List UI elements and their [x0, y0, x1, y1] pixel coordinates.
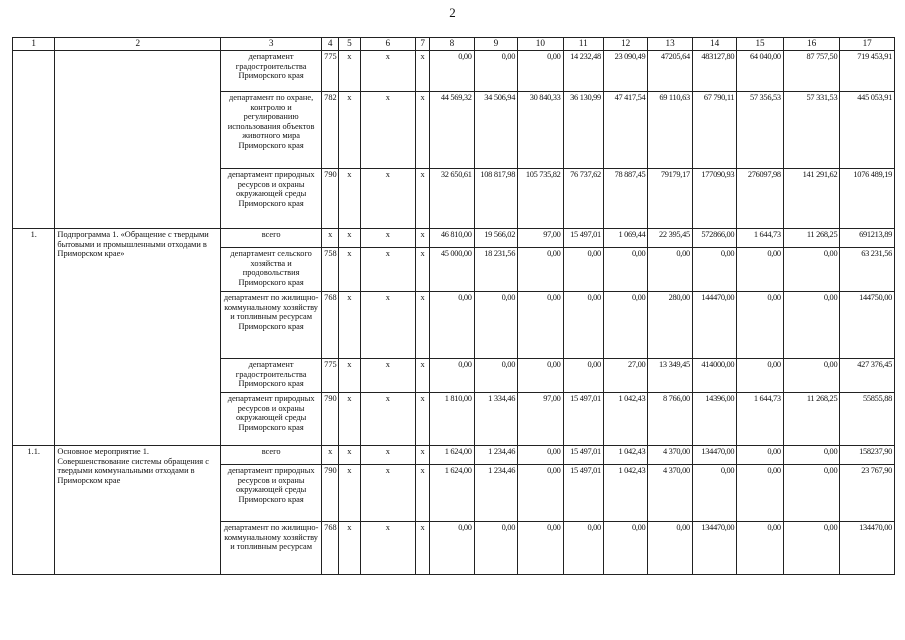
- code-cell: x: [360, 169, 416, 229]
- amount-cell: 1 234,46: [474, 465, 517, 522]
- amount-cell: 144750,00: [840, 292, 895, 359]
- amount-cell: 0,00: [603, 248, 647, 292]
- column-header: 9: [474, 38, 517, 51]
- amount-cell: 67 790,11: [692, 92, 736, 169]
- amount-cell: 27,00: [603, 359, 647, 393]
- executor-name: департамент природных ресурсов и охраны окружающей среды Приморского края: [221, 169, 322, 229]
- column-header: 3: [221, 38, 322, 51]
- code-cell: x: [416, 465, 430, 522]
- amount-cell: 18 231,56: [474, 248, 517, 292]
- amount-cell: 0,00: [518, 359, 563, 393]
- amount-cell: 13 349,45: [648, 359, 692, 393]
- amount-cell: 1 334,46: [474, 393, 517, 446]
- amount-cell: 1 624,00: [430, 465, 474, 522]
- table-row: [13, 229, 895, 248]
- executor-name: департамент сельского хозяйства и продовольствия Приморского края: [221, 248, 322, 292]
- amount-cell: 30 840,33: [518, 92, 563, 169]
- amount-cell: 15 497,01: [563, 393, 603, 446]
- amount-cell: 0,00: [474, 522, 517, 575]
- amount-cell: 46 810,00: [430, 229, 474, 248]
- amount-cell: 57 356,53: [737, 92, 783, 169]
- amount-cell: 14396,00: [692, 393, 736, 446]
- column-header: 7: [416, 38, 430, 51]
- amount-cell: 8 766,00: [648, 393, 692, 446]
- code-cell: x: [360, 51, 416, 92]
- amount-cell: 1 624,00: [430, 446, 474, 465]
- amount-cell: 1 042,43: [603, 465, 647, 522]
- amount-cell: 1 042,43: [603, 446, 647, 465]
- amount-cell: 32 650,61: [430, 169, 474, 229]
- amount-cell: 0,00: [737, 359, 783, 393]
- amount-cell: 1 069,44: [603, 229, 647, 248]
- amount-cell: 0,00: [648, 522, 692, 575]
- amount-cell: 64 040,00: [737, 51, 783, 92]
- code-cell: x: [360, 248, 416, 292]
- code-cell: x: [339, 465, 360, 522]
- amount-cell: 0,00: [430, 522, 474, 575]
- program-name: Основное мероприятие 1. Совершенствование системы обращения с твердыми коммунальными отходами в Приморском крае: [55, 446, 221, 575]
- executor-name: департамент природных ресурсов и охраны окружающей среды Приморского края: [221, 393, 322, 446]
- amount-cell: 0,00: [737, 522, 783, 575]
- column-header: 13: [648, 38, 692, 51]
- amount-cell: 0,00: [737, 465, 783, 522]
- amount-cell: 78 887,45: [603, 169, 647, 229]
- amount-cell: 0,00: [518, 465, 563, 522]
- code-cell: x: [416, 229, 430, 248]
- amount-cell: 4 370,00: [648, 446, 692, 465]
- executor-name: департамент природных ресурсов и охраны окружающей среды Приморского края: [221, 465, 322, 522]
- code-cell: x: [416, 92, 430, 169]
- code-cell: x: [360, 446, 416, 465]
- code-cell: x: [416, 522, 430, 575]
- amount-cell: 0,00: [783, 465, 840, 522]
- amount-cell: 0,00: [518, 248, 563, 292]
- ministry-code: 790: [322, 465, 339, 522]
- table-row: [13, 51, 895, 92]
- amount-cell: 719 453,91: [840, 51, 895, 92]
- amount-cell: 445 053,91: [840, 92, 895, 169]
- amount-cell: 0,00: [737, 446, 783, 465]
- amount-cell: 4 370,00: [648, 465, 692, 522]
- amount-cell: 0,00: [518, 292, 563, 359]
- column-header: 11: [563, 38, 603, 51]
- amount-cell: 0,00: [430, 292, 474, 359]
- ministry-code: 768: [322, 522, 339, 575]
- amount-cell: 691213,89: [840, 229, 895, 248]
- code-cell: x: [416, 248, 430, 292]
- column-header: 14: [692, 38, 736, 51]
- row-index: 1.1.: [13, 446, 55, 575]
- amount-cell: 19 566,02: [474, 229, 517, 248]
- program-name: [55, 51, 221, 229]
- amount-cell: 1 644,73: [737, 393, 783, 446]
- amount-cell: 177090,93: [692, 169, 736, 229]
- ministry-code: 782: [322, 92, 339, 169]
- amount-cell: 0,00: [783, 292, 840, 359]
- amount-cell: 483127,80: [692, 51, 736, 92]
- amount-cell: 0,00: [783, 522, 840, 575]
- amount-cell: 0,00: [783, 248, 840, 292]
- amount-cell: 134470,00: [840, 522, 895, 575]
- executor-name: всего: [221, 229, 322, 248]
- ministry-code: 768: [322, 292, 339, 359]
- code-cell: x: [360, 292, 416, 359]
- code-cell: x: [416, 51, 430, 92]
- amount-cell: 15 497,01: [563, 465, 603, 522]
- column-header: 17: [840, 38, 895, 51]
- amount-cell: 36 130,99: [563, 92, 603, 169]
- amount-cell: 34 506,94: [474, 92, 517, 169]
- amount-cell: 0,00: [430, 51, 474, 92]
- code-cell: x: [339, 292, 360, 359]
- amount-cell: 414000,00: [692, 359, 736, 393]
- amount-cell: 63 231,56: [840, 248, 895, 292]
- amount-cell: 158237,90: [840, 446, 895, 465]
- amount-cell: 572866,00: [692, 229, 736, 248]
- code-cell: x: [339, 248, 360, 292]
- amount-cell: 0,00: [563, 522, 603, 575]
- amount-cell: 0,00: [692, 248, 736, 292]
- amount-cell: 97,00: [518, 229, 563, 248]
- amount-cell: 57 331,53: [783, 92, 840, 169]
- amount-cell: 23 767,90: [840, 465, 895, 522]
- code-cell: x: [416, 393, 430, 446]
- amount-cell: 134470,00: [692, 446, 736, 465]
- amount-cell: 280,00: [648, 292, 692, 359]
- amount-cell: 0,00: [783, 359, 840, 393]
- executor-name: департамент по жилищно-коммунальному хозяйству и топливным ресурсам: [221, 522, 322, 575]
- amount-cell: 0,00: [474, 359, 517, 393]
- code-cell: x: [339, 393, 360, 446]
- program-name: Подпрограмма 1. «Обращение с твердыми бытовыми и промышленными отходами в Приморском крае»: [55, 229, 221, 446]
- column-header: 8: [430, 38, 474, 51]
- amount-cell: 23 090,49: [603, 51, 647, 92]
- code-cell: x: [360, 393, 416, 446]
- amount-cell: 134470,00: [692, 522, 736, 575]
- column-header: 16: [783, 38, 840, 51]
- amount-cell: 76 737,62: [563, 169, 603, 229]
- amount-cell: 0,00: [474, 51, 517, 92]
- amount-cell: 55855,88: [840, 393, 895, 446]
- ministry-code: 775: [322, 51, 339, 92]
- column-header: 2: [55, 38, 221, 51]
- amount-cell: 0,00: [563, 359, 603, 393]
- amount-cell: 0,00: [474, 292, 517, 359]
- code-cell: x: [360, 229, 416, 248]
- page-number: 2: [449, 5, 456, 20]
- amount-cell: 97,00: [518, 393, 563, 446]
- column-header: 10: [518, 38, 563, 51]
- amount-cell: 15 497,01: [563, 446, 603, 465]
- column-header: 4: [322, 38, 339, 51]
- code-cell: x: [339, 522, 360, 575]
- amount-cell: 11 268,25: [783, 393, 840, 446]
- amount-cell: 276097,98: [737, 169, 783, 229]
- amount-cell: 141 291,62: [783, 169, 840, 229]
- ministry-code: x: [322, 229, 339, 248]
- code-cell: x: [416, 359, 430, 393]
- column-header: 12: [603, 38, 647, 51]
- amount-cell: 1 810,00: [430, 393, 474, 446]
- amount-cell: 427 376,45: [840, 359, 895, 393]
- amount-cell: 0,00: [518, 51, 563, 92]
- amount-cell: 0,00: [430, 359, 474, 393]
- code-cell: x: [339, 169, 360, 229]
- executor-name: департамент градостроительства Приморского края: [221, 359, 322, 393]
- table-row: [13, 446, 895, 465]
- code-cell: x: [339, 229, 360, 248]
- executor-name: департамент по охране, контролю и регулированию использования объектов животного мира Приморского края: [221, 92, 322, 169]
- row-index: 1.: [13, 229, 55, 446]
- amount-cell: 0,00: [563, 248, 603, 292]
- amount-cell: 1 644,73: [737, 229, 783, 248]
- amount-cell: 87 757,50: [783, 51, 840, 92]
- header-row: [13, 38, 895, 51]
- amount-cell: 0,00: [648, 248, 692, 292]
- column-header: 1: [13, 38, 55, 51]
- amount-cell: 22 395,45: [648, 229, 692, 248]
- executor-name: всего: [221, 446, 322, 465]
- ministry-code: 790: [322, 393, 339, 446]
- amount-cell: 105 735,82: [518, 169, 563, 229]
- row-index: [13, 51, 55, 229]
- code-cell: x: [339, 92, 360, 169]
- amount-cell: 1076 489,19: [840, 169, 895, 229]
- ministry-code: 790: [322, 169, 339, 229]
- ministry-code: 775: [322, 359, 339, 393]
- amount-cell: 0,00: [737, 248, 783, 292]
- column-header: 15: [737, 38, 783, 51]
- column-header: 5: [339, 38, 360, 51]
- amount-cell: 15 497,01: [563, 229, 603, 248]
- code-cell: x: [360, 465, 416, 522]
- amount-cell: 0,00: [603, 522, 647, 575]
- amount-cell: 45 000,00: [430, 248, 474, 292]
- code-cell: x: [416, 292, 430, 359]
- code-cell: x: [360, 92, 416, 169]
- amount-cell: 47205,64: [648, 51, 692, 92]
- amount-cell: 0,00: [603, 292, 647, 359]
- code-cell: x: [339, 51, 360, 92]
- amount-cell: 11 268,25: [783, 229, 840, 248]
- code-cell: x: [416, 169, 430, 229]
- amount-cell: 108 817,98: [474, 169, 517, 229]
- ministry-code: 758: [322, 248, 339, 292]
- amount-cell: 69 110,63: [648, 92, 692, 169]
- budget-table: [12, 37, 895, 575]
- code-cell: x: [360, 522, 416, 575]
- amount-cell: 0,00: [518, 446, 563, 465]
- amount-cell: 14 232,48: [563, 51, 603, 92]
- amount-cell: 47 417,54: [603, 92, 647, 169]
- column-header: 6: [360, 38, 416, 51]
- amount-cell: 44 569,32: [430, 92, 474, 169]
- amount-cell: 144470,00: [692, 292, 736, 359]
- code-cell: x: [339, 359, 360, 393]
- code-cell: x: [416, 446, 430, 465]
- amount-cell: 0,00: [783, 446, 840, 465]
- amount-cell: 0,00: [518, 522, 563, 575]
- amount-cell: 0,00: [692, 465, 736, 522]
- amount-cell: 79179,17: [648, 169, 692, 229]
- code-cell: x: [339, 446, 360, 465]
- amount-cell: 0,00: [563, 292, 603, 359]
- amount-cell: 0,00: [737, 292, 783, 359]
- code-cell: x: [360, 359, 416, 393]
- amount-cell: 1 042,43: [603, 393, 647, 446]
- executor-name: департамент градостроительства Приморского края: [221, 51, 322, 92]
- executor-name: департамент по жилищно-коммунальному хозяйству и топливным ресурсам Приморского края: [221, 292, 322, 359]
- amount-cell: 1 234,46: [474, 446, 517, 465]
- ministry-code: x: [322, 446, 339, 465]
